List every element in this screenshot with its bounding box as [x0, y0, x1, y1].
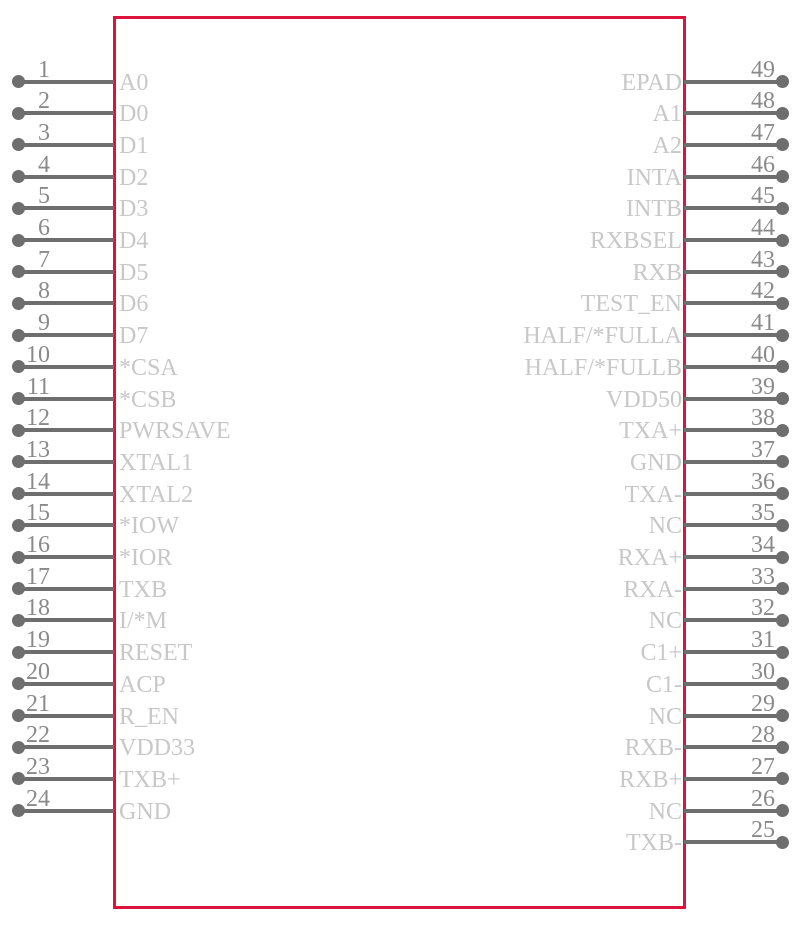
pin-terminal-dot: [776, 646, 789, 659]
pin-number: 7: [38, 246, 50, 273]
pin-number: 43: [751, 246, 775, 273]
pin-terminal-dot: [776, 709, 789, 722]
pin-name: NC: [648, 608, 682, 635]
pin-terminal-dot: [776, 329, 789, 342]
pin-number: 3: [38, 119, 50, 146]
pin-number: 27: [751, 753, 775, 780]
pin-terminal-dot: [776, 772, 789, 785]
pin-name: D0: [119, 101, 149, 128]
pin-name: VDD33: [119, 735, 195, 762]
pin-number: 44: [751, 215, 775, 241]
pin-name: A1: [652, 101, 682, 128]
pin-number: 2: [38, 88, 50, 115]
pin-name: D2: [119, 164, 149, 191]
pin-name: NC: [648, 513, 682, 540]
pin-number: 14: [26, 468, 50, 495]
pin-name: RXB-: [624, 735, 682, 762]
pin-terminal-dot: [776, 265, 789, 278]
pin-name: TXA+: [619, 418, 682, 445]
pin-number: 23: [26, 753, 50, 780]
pin-number: 31: [751, 627, 775, 654]
pin-number: 12: [26, 405, 50, 432]
pin-name: RXA+: [617, 545, 682, 571]
pin-name: INTA: [626, 164, 682, 191]
pin-name: C1-: [646, 671, 682, 698]
pin-number: 26: [751, 785, 775, 812]
pin-name: RXB: [632, 259, 682, 286]
pin-name: RXB+: [619, 766, 682, 793]
pin-name: HALF/*FULLB: [524, 354, 682, 381]
pin-name: RESET: [119, 640, 193, 667]
pin-name: NC: [648, 703, 682, 730]
pin-name: D6: [119, 291, 149, 318]
pin-name: TXB-: [626, 830, 682, 857]
pin-terminal-dot: [776, 741, 789, 754]
pin-number: 34: [751, 532, 775, 558]
pin-name: *CSA: [119, 354, 178, 381]
pin-number: 46: [751, 151, 775, 178]
pin-number: 42: [751, 278, 775, 305]
pin-terminal-dot: [776, 836, 789, 849]
pin-name: GND: [630, 449, 682, 476]
pin-number: 39: [751, 373, 775, 400]
pin-terminal-dot: [776, 170, 789, 183]
pin-number: 29: [751, 690, 775, 717]
pin-number: 4: [38, 151, 50, 178]
pin-number: 5: [38, 183, 50, 210]
pin-name: VDD50: [606, 386, 682, 413]
pin-name: A0: [119, 69, 149, 96]
pin-name: D5: [119, 259, 149, 286]
pin-name: A2: [652, 132, 682, 159]
pin-number: 1: [38, 56, 50, 83]
pin-terminal-dot: [776, 234, 789, 247]
pin-number: 9: [38, 310, 50, 337]
pin-number: 25: [751, 817, 775, 844]
pin-number: 17: [26, 563, 50, 590]
pin-name: RXA-: [623, 576, 682, 603]
pin-name: TXA-: [624, 481, 682, 508]
pin-number: 24: [26, 785, 50, 812]
pin-name: TEST_EN: [580, 291, 682, 318]
pin-number: 6: [38, 215, 50, 241]
pin-number: 20: [26, 658, 50, 685]
pin-number: 45: [751, 183, 775, 210]
pin-number: 28: [751, 722, 775, 749]
pin-name: D1: [119, 132, 149, 159]
pin-name: RXBSEL: [589, 228, 682, 254]
pin-name: TXB: [119, 576, 167, 603]
pin-number: 36: [751, 468, 775, 495]
pin-name: XTAL1: [119, 449, 194, 476]
pin-number: 35: [751, 500, 775, 527]
pin-name: I/*M: [119, 608, 167, 635]
pin-terminal-dot: [776, 614, 789, 627]
pin-name: D7: [119, 323, 149, 350]
pin-number: 47: [751, 119, 775, 146]
pin-terminal-dot: [776, 360, 789, 373]
pin-number: 37: [751, 436, 775, 463]
pin-number: 40: [751, 341, 775, 368]
pin-number: 8: [38, 278, 50, 305]
pin-terminal-dot: [776, 487, 789, 500]
pin-name: ACP: [119, 671, 166, 698]
pin-name: XTAL2: [119, 481, 194, 508]
pin-number: 41: [751, 310, 775, 337]
pin-name: TXB+: [119, 766, 181, 793]
pin-name: C1+: [640, 640, 682, 667]
pin-number: 15: [26, 500, 50, 527]
pin-terminal-dot: [776, 75, 789, 88]
pin-name: R_EN: [119, 703, 179, 730]
pin-terminal-dot: [776, 455, 789, 468]
pin-name: EPAD: [621, 69, 682, 96]
pin-name: INTB: [626, 196, 682, 223]
pin-number: 16: [26, 532, 50, 558]
pin-number: 11: [26, 373, 50, 400]
pin-name: GND: [119, 798, 171, 825]
pin-name: NC: [648, 798, 682, 825]
pin-number: 32: [751, 595, 775, 622]
pin-name: PWRSAVE: [119, 418, 231, 445]
pin-terminal-dot: [776, 107, 789, 120]
pin-number: 33: [751, 563, 775, 590]
pin-name: *IOW: [119, 513, 179, 540]
pin-number: 48: [751, 88, 775, 115]
pin-number: 30: [751, 658, 775, 685]
pin-number: 13: [26, 436, 50, 463]
pin-terminal-dot: [776, 582, 789, 595]
pin-number: 19: [26, 627, 50, 654]
pin-name: D3: [119, 196, 149, 223]
pin-name: HALF/*FULLA: [523, 323, 682, 350]
pin-number: 49: [751, 56, 775, 83]
chip-body: [113, 16, 686, 909]
pin-terminal-dot: [776, 804, 789, 817]
pin-name: D4: [119, 228, 149, 254]
pin-name: *IOR: [119, 545, 173, 571]
pin-number: 18: [26, 595, 50, 622]
pin-number: 22: [26, 722, 50, 749]
pin-number: 10: [26, 341, 50, 368]
pin-terminal-dot: [776, 297, 789, 310]
pin-terminal-dot: [776, 519, 789, 532]
pin-name: *CSB: [119, 386, 177, 413]
pin-terminal-dot: [776, 677, 789, 690]
pin-terminal-dot: [776, 202, 789, 215]
pin-number: 21: [26, 690, 50, 717]
pin-terminal-dot: [776, 138, 789, 151]
pin-terminal-dot: [776, 424, 789, 437]
pin-number: 38: [751, 405, 775, 432]
pin-terminal-dot: [776, 551, 789, 564]
pin-terminal-dot: [776, 392, 789, 405]
